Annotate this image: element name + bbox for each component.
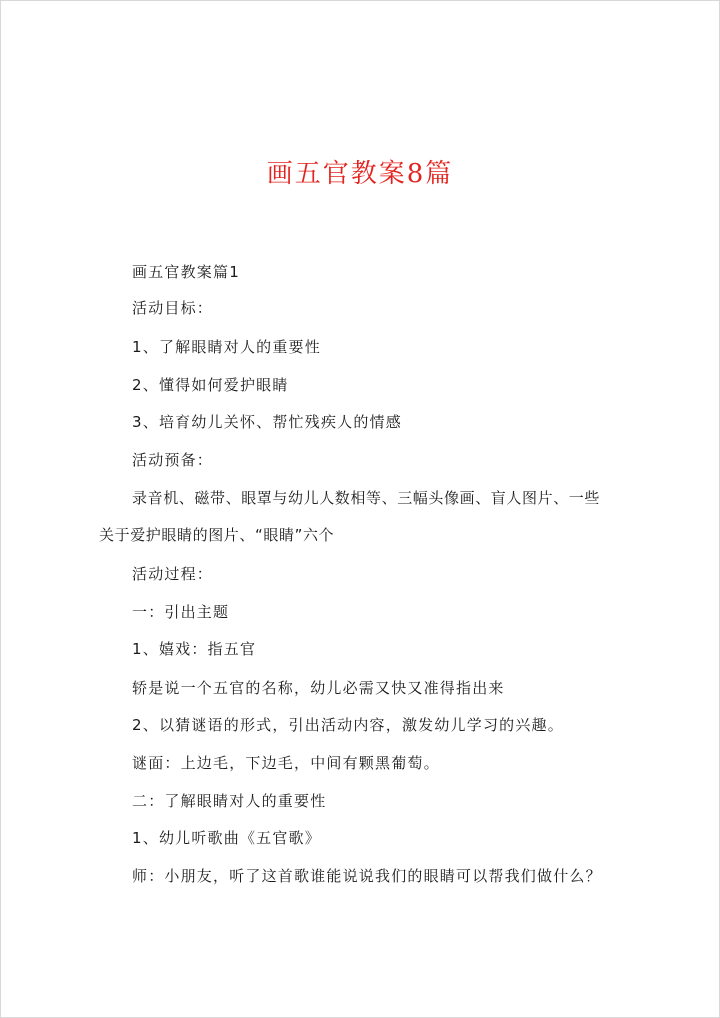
list-item: 1、嬉戏：指五官 <box>132 640 257 658</box>
list-item: 2、以猜谜语的形式，引出活动内容，激发幼儿学习的兴趣。 <box>132 716 564 734</box>
paragraph: 师：小朋友，听了这首歌谁能说说我们的眼睛可以帮我们做什么？ <box>132 867 602 885</box>
paragraph-continuation: 关于爱护眼睛的图片、“眼睛”六个 <box>99 526 335 544</box>
paragraph: 二：了解眼睛对人的重要性 <box>132 792 327 810</box>
paragraph: 录音机、磁带、眼罩与幼儿人数相等、三幅头像画、盲人图片、一些 <box>132 489 601 507</box>
paragraph: 轿是说一个五官的名称，幼儿必需又快又准得指出来 <box>132 679 505 697</box>
paragraph: 谜面：上边毛，下边毛，中间有颗黑葡萄。 <box>132 754 440 772</box>
paragraph: 活动过程： <box>132 565 214 583</box>
list-item: 2、懂得如何爱护眼睛 <box>132 376 289 394</box>
paragraph: 一：引出主题 <box>132 603 230 621</box>
section-heading: 画五官教案篇1 <box>132 263 240 281</box>
paragraph: 活动预备： <box>132 451 214 469</box>
list-item: 1、幼儿听歌曲《五官歌》 <box>132 829 321 847</box>
list-item: 3、培育幼儿关怀、帮忙残疾人的情感 <box>132 413 402 431</box>
list-item: 1、了解眼睛对人的重要性 <box>132 338 321 356</box>
paragraph: 活动目标： <box>132 299 214 317</box>
document-title: 画五官教案8篇 <box>266 159 454 189</box>
